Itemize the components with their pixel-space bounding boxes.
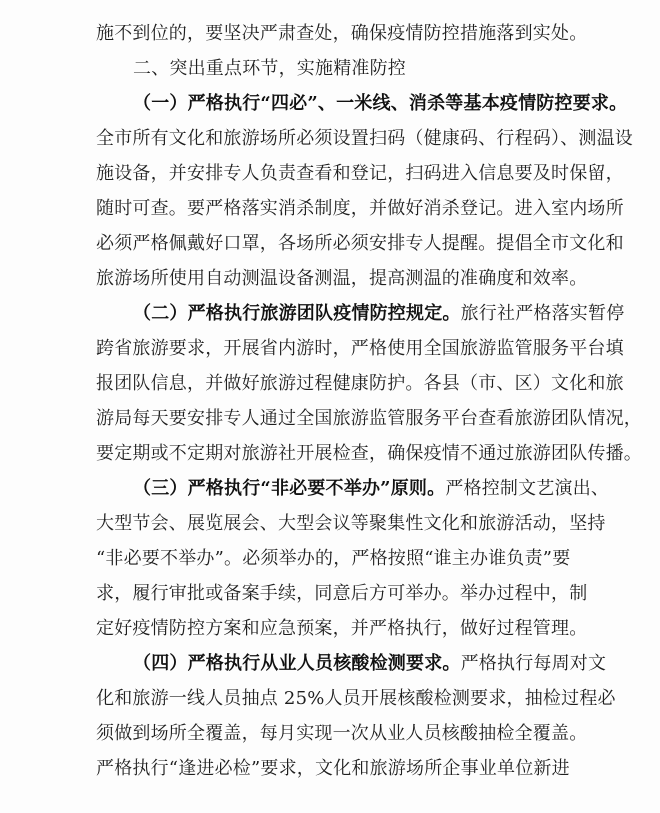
section-heading: 二、突出重点环节，实施精准防控: [133, 58, 406, 79]
para-3-line: 大型节会、展览展会、大型会议等聚集性文化和旅游活动，坚持: [96, 513, 606, 534]
para-3-lead-text: 严格控制文艺演出、: [445, 478, 610, 499]
para-1-line: 旅游场所使用自动测温设备测温，提高测温的准确度和效率。: [96, 268, 588, 289]
para-1-line: 施设备，并安排专人负责查看和登记，扫码进入信息要及时保留，: [96, 163, 624, 184]
para-2-lead-text: 旅行社严格落实暂停: [460, 303, 625, 324]
para-1-line: 全市所有文化和旅游场所必须设置扫码（健康码、行程码）、测温设: [96, 128, 633, 149]
para-2-first-line: [133, 296, 625, 331]
para-1-line: 必须严格佩戴好口罩，各场所必须安排专人提醒。提倡全市文化和: [96, 233, 624, 254]
para-1-title-line: [133, 86, 628, 121]
para-4-line: 须做到场所全覆盖，每月实现一次从业人员核酸抽检全覆盖。: [96, 723, 588, 744]
para-2-line: 游局每天要安排专人通过全国旅游监管服务平台查看旅游团队情况，: [96, 408, 642, 429]
para-4-line: 严格执行“逢进必检”要求，文化和旅游场所企事业单位新进: [96, 758, 570, 779]
para-3-line: 求，履行审批或备案手续，同意后方可举办。举办过程中，制: [96, 583, 588, 604]
para-1-line: 随时可查。要严格落实消杀制度，并做好消杀登记。进入室内场所: [96, 198, 624, 219]
para-4-lead-text: 严格执行每周对文: [460, 653, 607, 674]
para-3-title: （三）严格执行“非必要不举办”原则。: [133, 478, 446, 499]
para-4-first-line: [133, 646, 616, 681]
text-line-continuation: 施不到位的，要坚决严肃查处，确保疫情防控措施落到实处。: [96, 23, 588, 44]
para-3-line: “非必要不举办”。必须举办的，严格按照“谁主办谁负责”要: [96, 548, 571, 569]
para-4-line: 化和旅游一线人员抽点 25%人员开展核酸检测要求，抽检过程必: [96, 688, 616, 709]
para-2-line: 报团队信息，并做好旅游过程健康防护。各县（市、区）文化和旅: [96, 373, 624, 394]
para-2-line: 要定期或不定期对旅游社开展检查，确保疫情不通过旅游团队传播。: [96, 443, 642, 464]
para-4-title: （四）严格执行从业人员核酸检测要求。: [133, 653, 461, 674]
para-1-title: （一）严格执行“四必”、一米线、消杀等基本疫情防控要求。: [133, 93, 628, 114]
para-3-line: 定好疫情防控方案和应急预案，并严格执行，做好过程管理。: [96, 618, 588, 639]
para-2-line: 跨省旅游要求，开展省内游时，严格使用全国旅游监管服务平台填: [96, 338, 624, 359]
para-2-title: （二）严格执行旅游团队疫情防控规定。: [133, 303, 461, 324]
para-3-first-line: [133, 471, 616, 506]
